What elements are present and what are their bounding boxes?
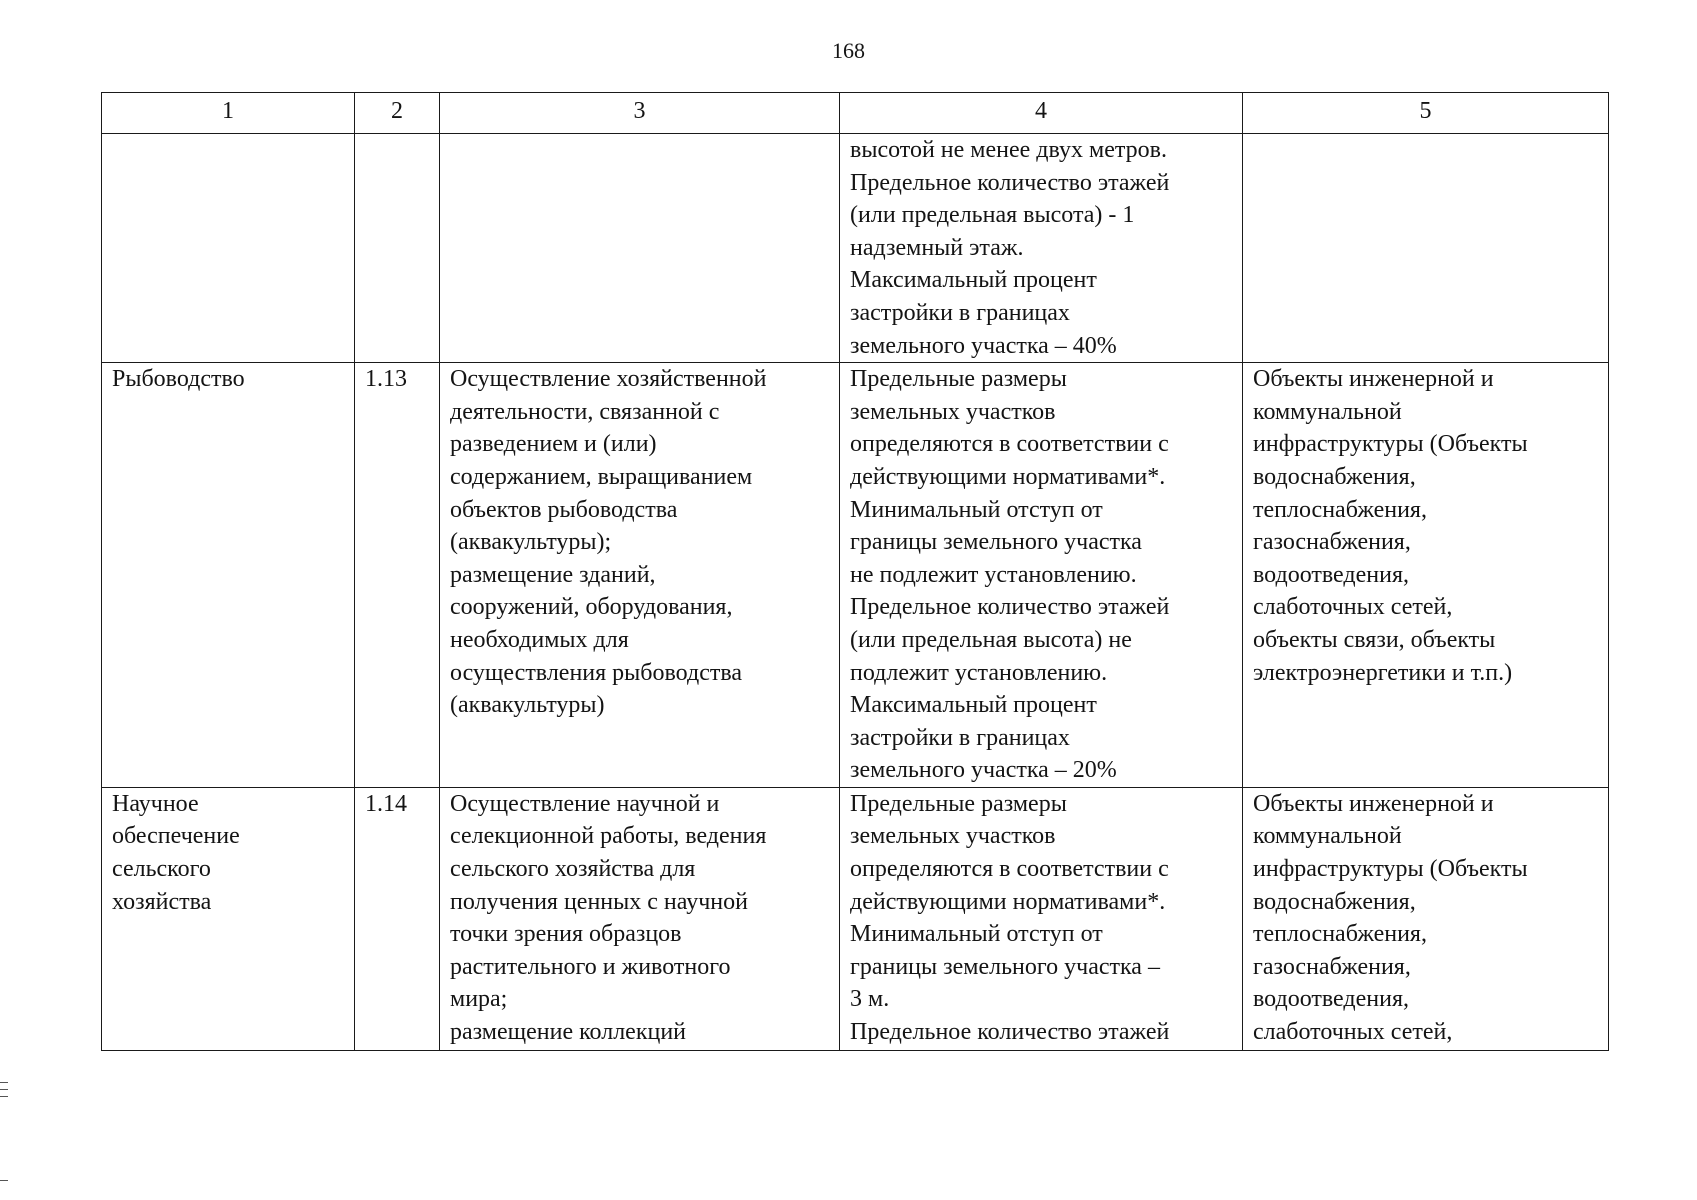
column-header-3: 3 (440, 93, 840, 134)
cell-code (355, 787, 440, 1050)
scan-margin-mark (0, 1180, 8, 1181)
cell-parameters-text: Предельные размеры земельных участков определяются в соответствии с действующими нормативами*. Минимальный отступ от границы земельного участка – 3 м. Предельное количество этажей (850, 790, 1170, 1046)
table-row (102, 787, 1609, 1050)
cell-description (440, 363, 840, 788)
cell-objects (1243, 134, 1609, 363)
cell-description-text: Осуществление научной и селекционной работы, ведения сельского хозяйства для получения ценных с научной точки зрения образцов растительного и животного мира; размещение коллекций (450, 790, 767, 1046)
cell-code-text: 1.14 (365, 790, 407, 817)
cell-parameters (840, 134, 1243, 363)
cell-code (355, 363, 440, 788)
cell-description (440, 787, 840, 1050)
cell-name (102, 787, 355, 1050)
cell-parameters (840, 787, 1243, 1050)
scan-margin-mark (0, 1089, 8, 1090)
cell-objects-text: Объекты инженерной и коммунальной инфраструктуры (Объекты водоснабжения, теплоснабжения, газоснабжения, водоотведения, слаботочных сетей, объекты связи, объекты электроэнергетики и т.п.) (1253, 366, 1528, 686)
cell-name (102, 134, 355, 363)
cell-description (440, 134, 840, 363)
cell-code (355, 134, 440, 363)
cell-code-text: 1.13 (365, 366, 407, 393)
table-row (102, 134, 1609, 363)
cell-name-text: Научное обеспечение сельского хозяйства (112, 790, 240, 915)
cell-description-text: Осуществление хозяйственной деятельности, связанной с разведением и (или) содержанием, выращиванием объектов рыбоводства (аквакультуры); размещение зданий, сооружений, оборудования, необходимых для осуществления рыбоводства (аквакультуры) (450, 366, 767, 719)
column-header-4: 4 (840, 93, 1243, 134)
column-header-1: 1 (102, 93, 355, 134)
cell-parameters (840, 363, 1243, 788)
regulations-table (101, 92, 1609, 1051)
cell-parameters-text: высотой не менее двух метров. Предельное количество этажей (или предельная высота) - 1 надземный этаж. Максимальный процент застройки в границах земельного участка – 40% (850, 137, 1170, 359)
table-row (102, 363, 1609, 788)
cell-parameters-text: Предельные размеры земельных участков определяются в соответствии с действующими нормативами*. Минимальный отступ от границы земельного участка не подлежит установлению. Предельное количество этажей (или предельная высота) не подлежит установлению. Максимальный процент застройки в границах земельного участка – 20% (850, 366, 1170, 784)
cell-objects-text: Объекты инженерной и коммунальной инфраструктуры (Объекты водоснабжения, теплоснабжения, газоснабжения, водоотведения, слаботочных сетей, (1253, 790, 1528, 1046)
cell-name (102, 363, 355, 788)
table-header-row (102, 93, 1609, 134)
scan-margin-mark (0, 1096, 8, 1097)
page-number: 168 (832, 38, 865, 63)
column-header-2: 2 (355, 93, 440, 134)
column-header-5: 5 (1243, 93, 1609, 134)
cell-objects (1243, 787, 1609, 1050)
cell-objects (1243, 363, 1609, 788)
scan-margin-mark (0, 1082, 8, 1083)
cell-name-text: Рыбоводство (112, 366, 245, 393)
